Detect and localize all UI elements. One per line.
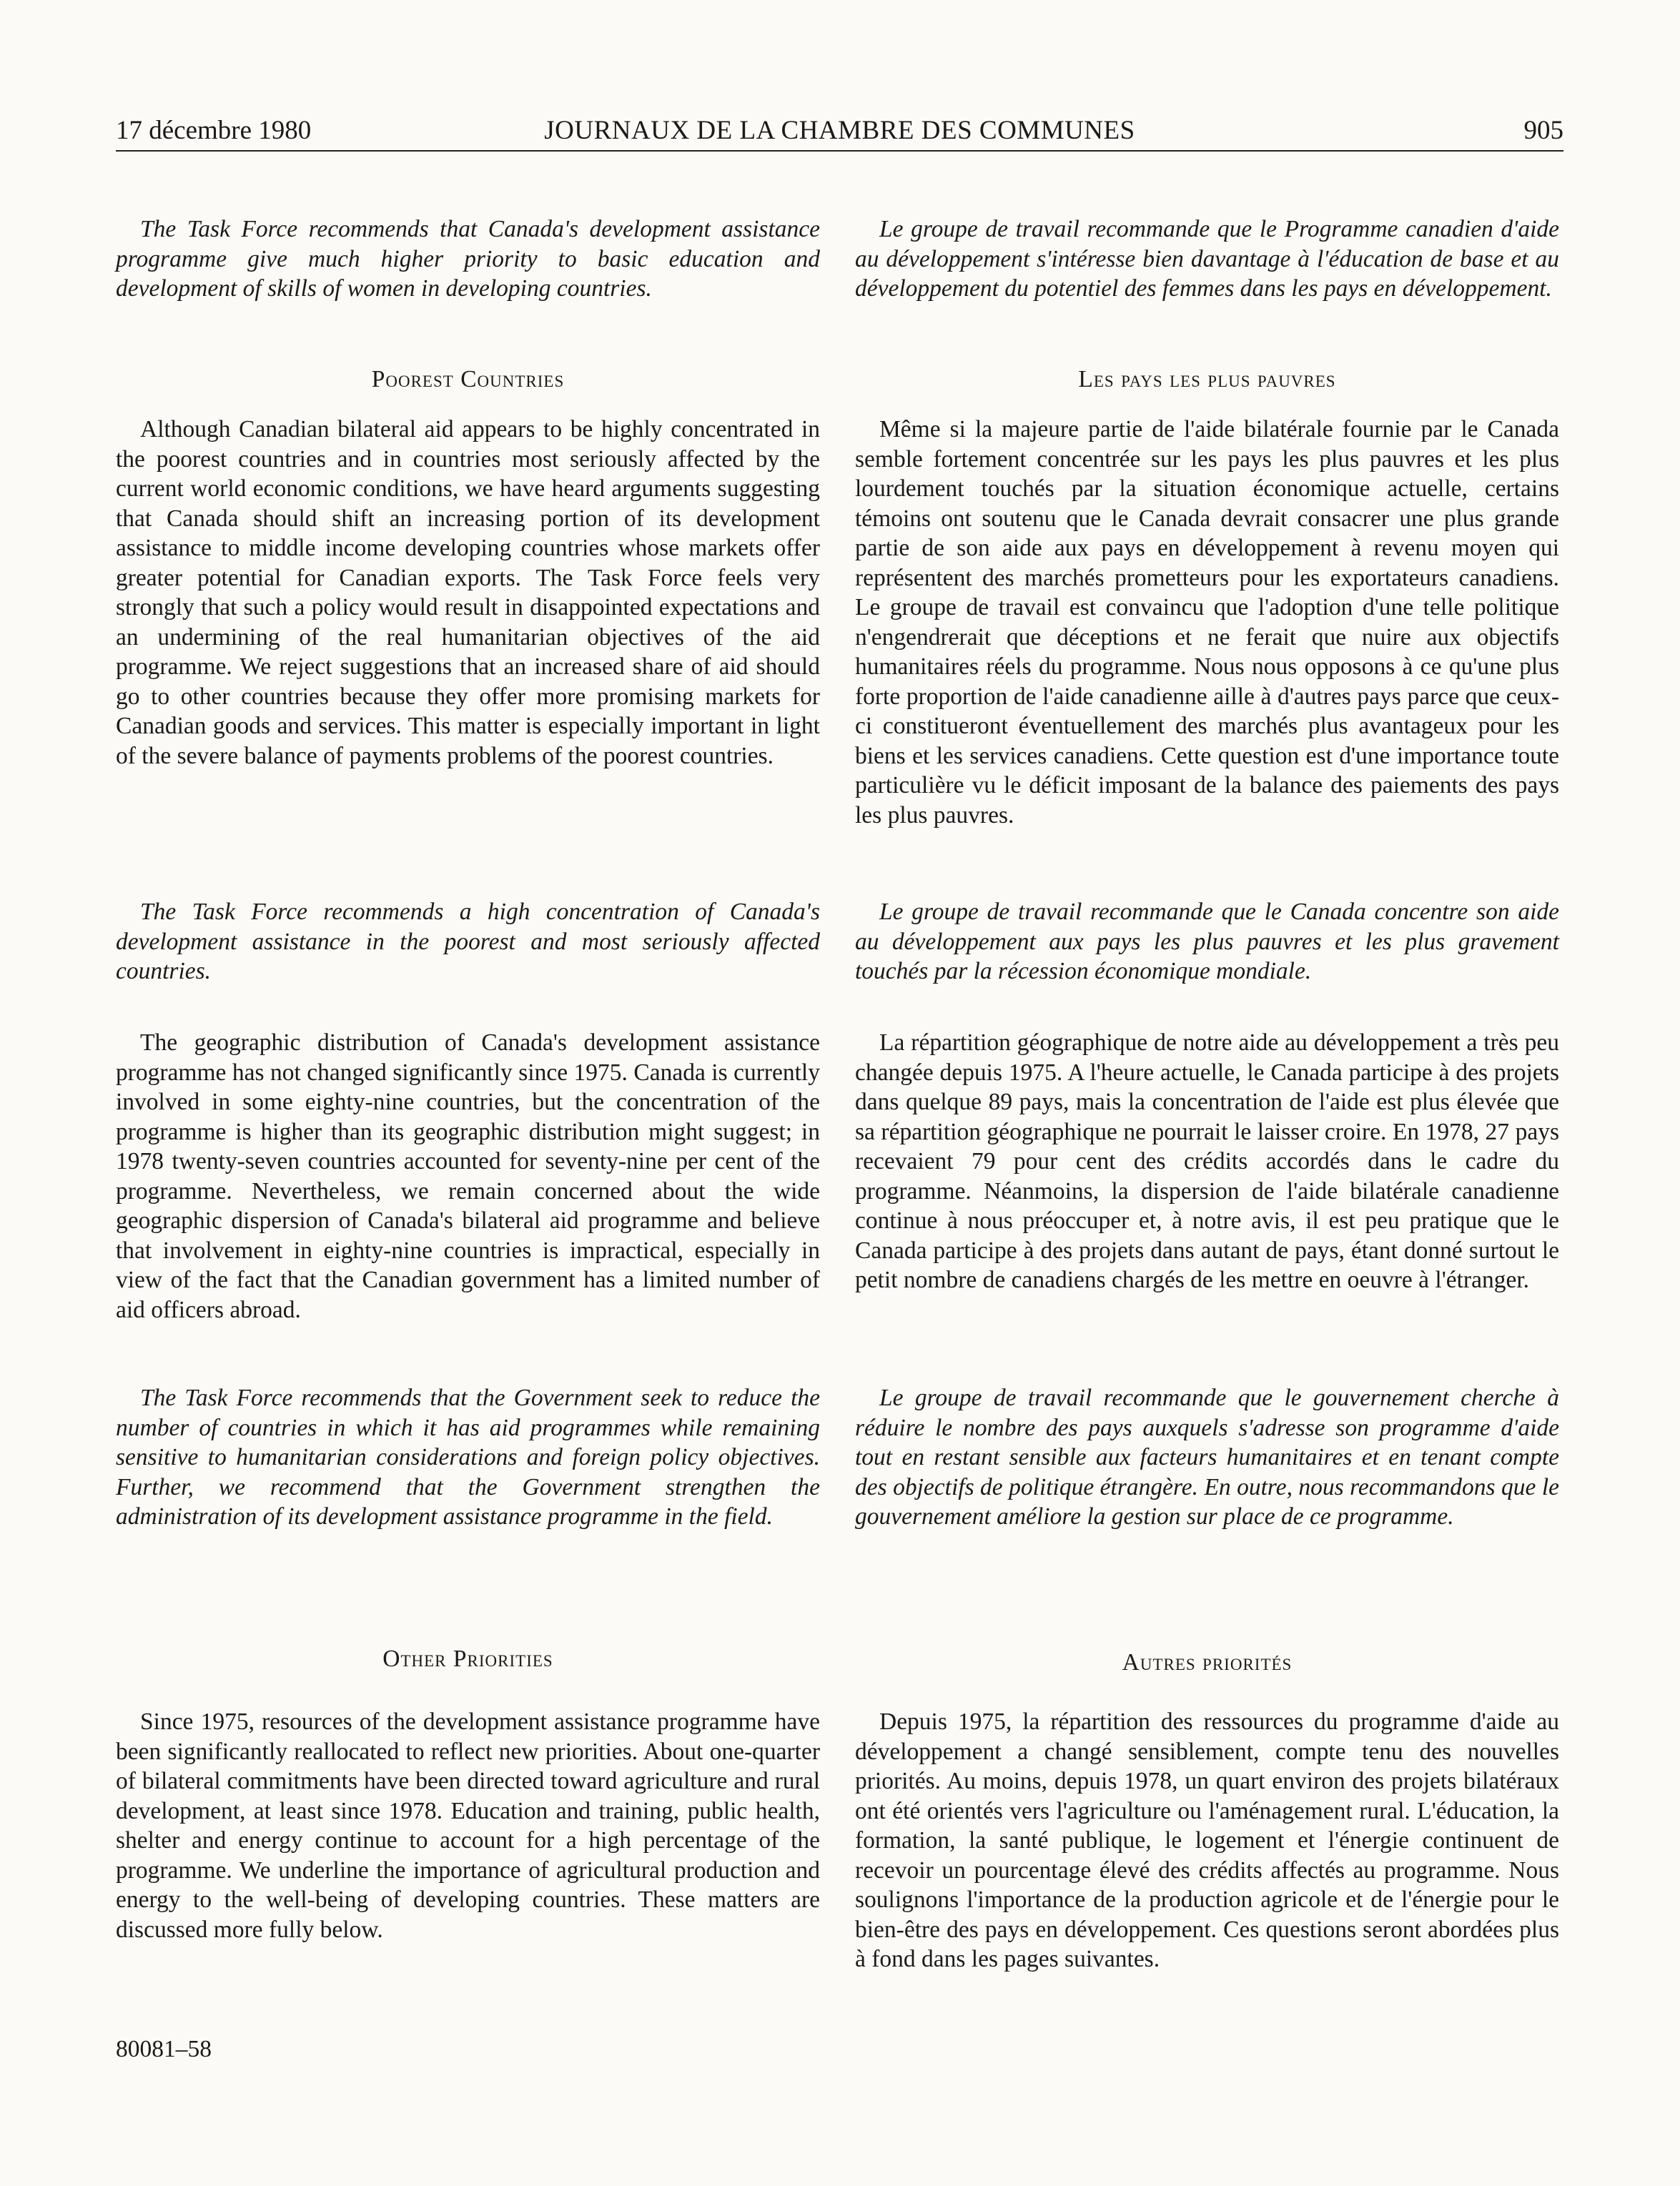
paragraph-repartition-geographique-fr: La répartition géographique de notre aide au développement a très peu changée depuis 1975. A l'heure actuelle, le Canada participe à des projets dans quelque 89 pays, mais la concentration de l'aide est plus élevée que sa répartition géographique ne pourrait le laisser croire. En 1978, 27 pays recevaient 79 pour cent des crédits accordés dans le cadre du programme. Néanmoins, la dispersion de l'aide bilatérale canadienne continue à nous préoccuper et, à notre avis, il est peu pratique que le Canada participe à des projets dans autant de pays, étant donné surtout le petit nombre de canadiens chargés de les mettre en oeuvre à l'étranger. xyxy=(855,1029,1559,1293)
footer-code: 80081–58 xyxy=(116,2036,212,2062)
heading-poorest-countries: Poorest Countries xyxy=(371,366,565,392)
recommendation-concentration-fr: Le groupe de travail recommande que le Canada concentre son aide au développement aux pays les plus pauvres et les plus gravement touchés par la récession économique mondiale. xyxy=(855,899,1559,984)
recommendation-reduce-countries-fr: Le groupe de travail recommande que le gouvernement cherche à réduire le nombre des pays auxquels s'adresse son programme d'aide tout en restant sensible aux facteurs humanitaires et en tenant compte des objectifs de politique étrangère. En outre, nous recommandons que le gouvernement améliore la gestion sur place de ce programme. xyxy=(855,1385,1559,1530)
recommendation-women-education-en: The Task Force recommends that Canada's development assistance programme give much higher priority to basic education and development of skills of women in developing countries. xyxy=(116,216,820,302)
paragraph-pays-plus-pauvres-fr: Même si la majeure partie de l'aide bilatérale fournie par le Canada semble fortement concentrée sur les pays les plus pauvres et les plus lourdement touchés par la situation économique actuelle, certains témoins ont soutenu que le Canada devrait consacrer une plus grande partie de son aide aux pays en développement à revenu moyen qui représentent des marchés prometteurs pour les exportateurs canadiens. Le groupe de travail est convaincu que l'adoption d'une telle politique n'engendrerait que déceptions et ne ferait que nuire aux objectifs humanitaires réels du programme. Nous nous opposons à ce qu'une plus forte proportion de l'aide canadienne aille à d'autres pays parce que ceux-ci constitueront éventuellement des marchés plus avantageux pour les biens et les services canadiens. Cette question est d'une importance toute particulière vu le déficit imposant de la balance des paiements des pays les plus pauvres. xyxy=(855,416,1559,829)
heading-other-priorities: Other Priorities xyxy=(382,1646,553,1672)
recommendation-women-education-fr: Le groupe de travail recommande que le Programme canadien d'aide au développement s'intéresse bien davantage à l'éducation de base et au développement du potentiel des femmes dans les pays en développement. xyxy=(855,216,1559,302)
heading-pays-plus-pauvres: Les pays les plus pauvres xyxy=(1078,366,1336,392)
header-title: JOURNAUX DE LA CHAMBRE DES COMMUNES xyxy=(544,116,1135,145)
heading-autres-priorites: Autres priorités xyxy=(1122,1649,1293,1676)
recommendation-reduce-countries-en: The Task Force recommends that the Government seek to reduce the number of countries in which it has aid programmes while remaining sensitive to humanitarian considerations and foreign policy objectives. Further, we recommend that the Government strengthen the administration of its development assistance programme in the field. xyxy=(116,1385,820,1530)
paragraph-other-priorities-en: Since 1975, resources of the development assistance programme have been significantly reallocated to reflect new priorities. About one-quarter of bilateral commitments have been directed toward agriculture and rural development, at least since 1978. Education and training, public health, shelter and energy continue to account for a high percentage of the programme. We underline the importance of agricultural production and energy to the well-being of developing countries. These matters are discussed more fully below. xyxy=(116,1708,820,1943)
running-header xyxy=(116,113,1563,152)
paragraph-geographic-distribution-en: The geographic distribution of Canada's development assistance programme has not changed significantly since 1975. Canada is currently involved in some eighty-nine countries, but the concentration of the programme is higher than its geographic distribution might suggest; in 1978 twenty-seven countries accounted for seventy-nine per cent of the programme. Nevertheless, we remain concerned about the wide geographic dispersion of Canada's bilateral aid programme and believe that involvement in eighty-nine countries is impractical, especially in view of the fact that the Canadian government has a limited number of aid officers abroad. xyxy=(116,1029,820,1323)
paragraph-poorest-countries-en: Although Canadian bilateral aid appears to be highly concentrated in the poorest countries and in countries most seriously affected by the current world economic conditions, we have heard arguments suggesting that Canada should shift an increasing portion of its development assistance to middle income developing countries whose markets offer greater potential for Canadian exports. The Task Force feels very strongly that such a policy would result in disappointed expectations and an undermining of the real humanitarian objectives of the aid programme. We reject suggestions that an increased share of aid should go to other countries because they offer more promising markets for Canadian goods and services. This matter is especially important in light of the severe balance of payments problems of the poorest countries. xyxy=(116,416,820,769)
recommendation-concentration-en: The Task Force recommends a high concentration of Canada's development assistance in the poorest and most seriously affected countries. xyxy=(116,899,820,984)
header-date: 17 décembre 1980 xyxy=(116,116,312,145)
page-number: 905 xyxy=(1523,116,1563,145)
paragraph-autres-priorites-fr: Depuis 1975, la répartition des ressources du programme d'aide au développement a changé sensiblement, compte tenu des nouvelles priorités. Au moins, depuis 1978, un quart environ des projets bilatéraux ont été orientés vers l'agriculture ou l'aménagement rural. L'éducation, la formation, la santé publique, le logement et l'énergie continuent de recevoir un pourcentage élevé des crédits affectés au programme. Nous soulignons l'importance de la production agricole et de l'énergie pour le bien-être des pays en développement. Ces questions seront abordées plus à fond dans les pages suivantes. xyxy=(855,1708,1559,1972)
